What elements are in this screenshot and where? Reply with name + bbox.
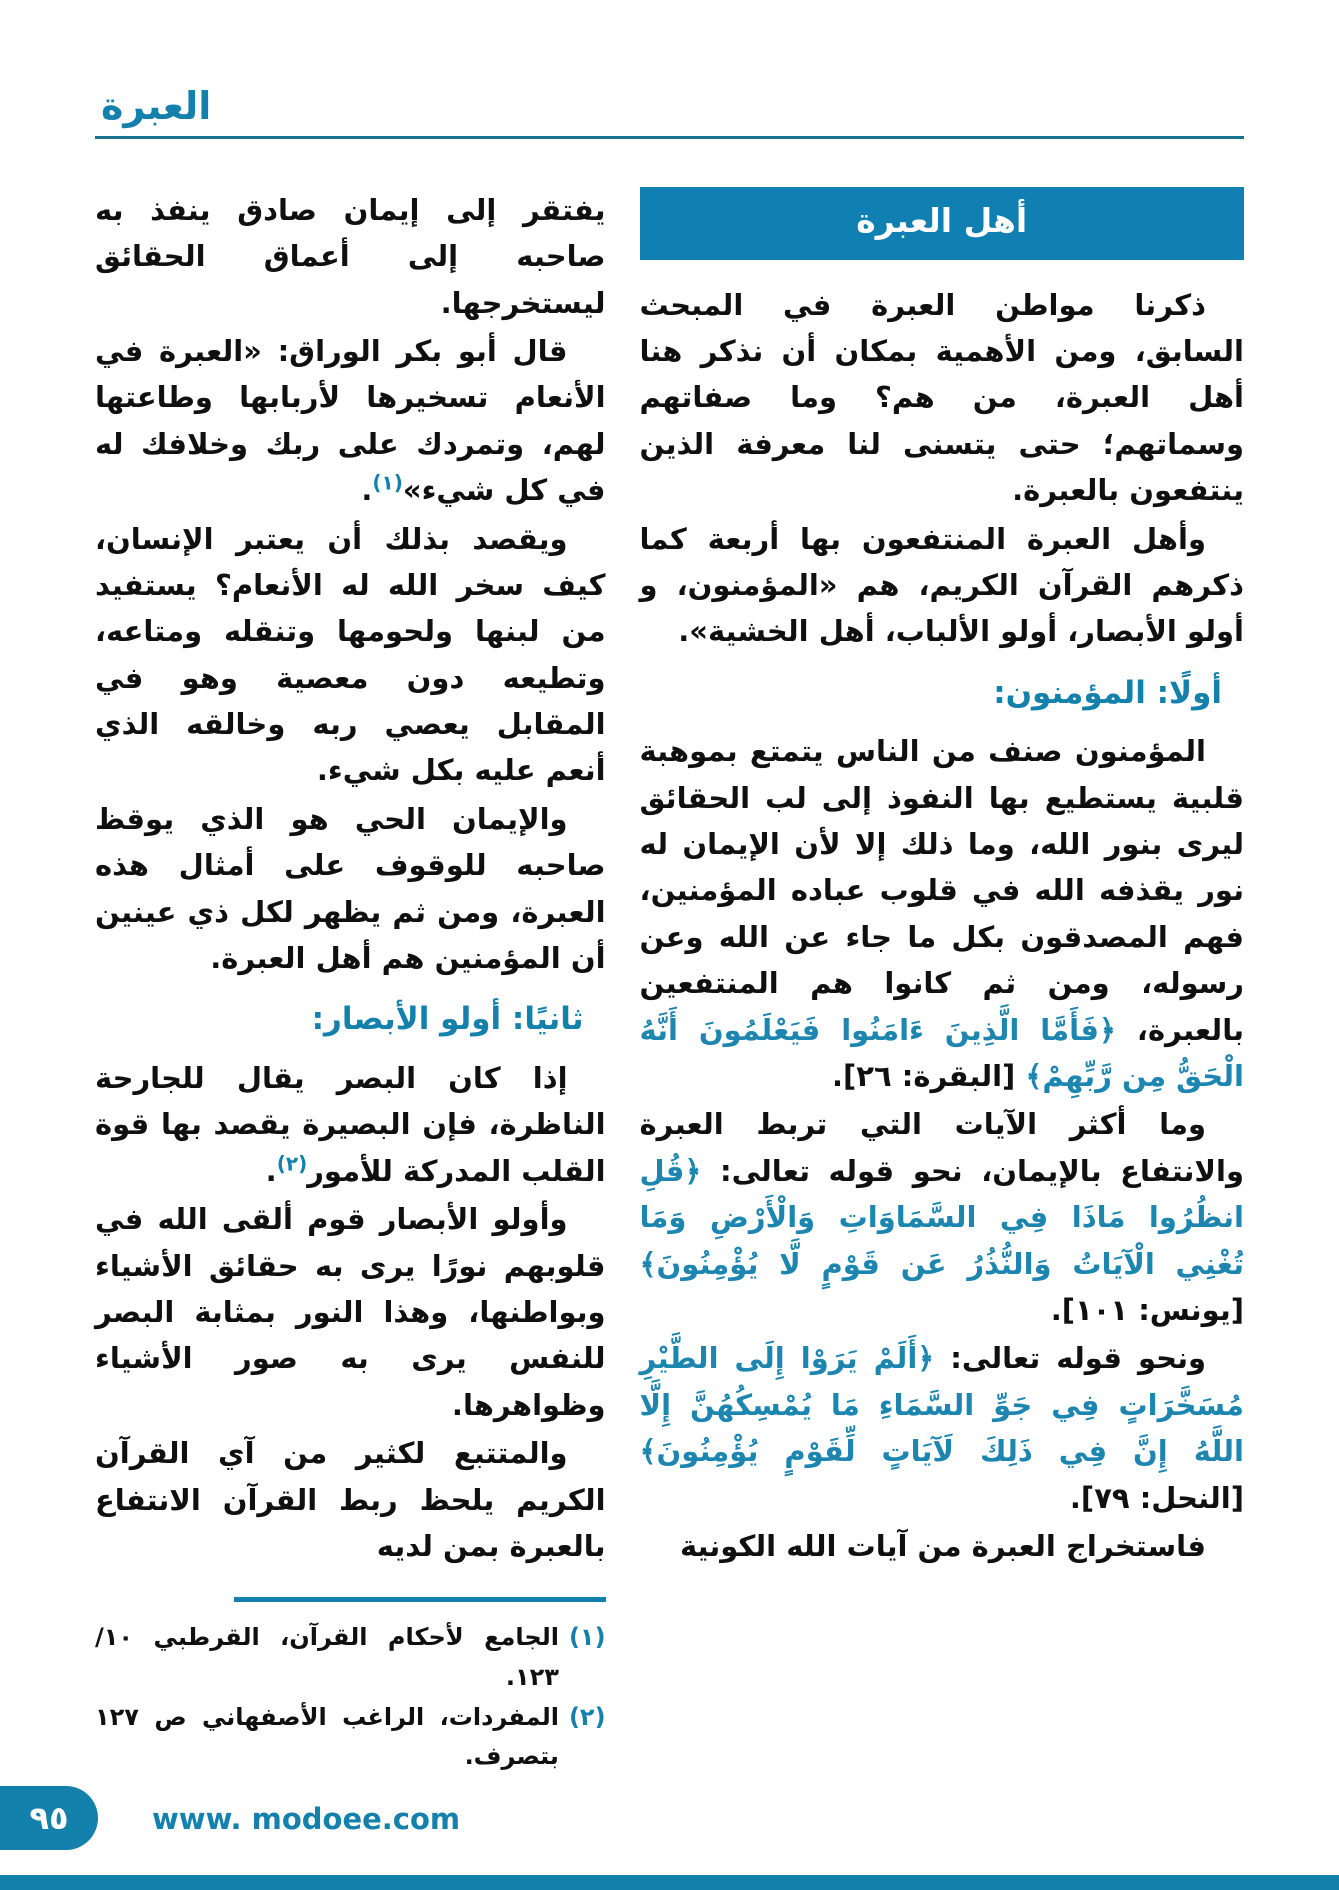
paragraph: ويقصد بذلك أن يعتبر الإنسان، كيف سخر الله له الأنعام؟ يستفيد من لبنها ولحومها وتنقله ومتاعه، وتطيعه دون معصية وهو في المقابل يعصي ربه وخالقه الذي أنعم عليه بكل شيء. bbox=[95, 521, 606, 788]
section-title: أهل العبرة bbox=[856, 200, 1028, 240]
footnote-number: (٢) bbox=[568, 1702, 606, 1731]
footnote-ref: (٢) bbox=[276, 1151, 308, 1176]
left-column bbox=[95, 187, 606, 1777]
footnote bbox=[95, 1698, 606, 1777]
website-url: www. modoee.com bbox=[152, 1802, 461, 1836]
page-number-badge bbox=[0, 1786, 98, 1850]
verse-reference: [البقرة: ٢٦]. bbox=[831, 1059, 1016, 1094]
paragraph-text: . bbox=[265, 1153, 277, 1188]
paragraph: وأولو الأبصار قوم ألقى الله في قلوبهم نورًا يرى به حقائق الأشياء وبواطنها، وهذا النور بمثابة البصر للنفس يرى به صور الأشياء وظواهرها. bbox=[95, 1202, 606, 1422]
footnote-number: (١) bbox=[568, 1623, 606, 1652]
verse-reference: [النحل: ٧٩]. bbox=[1069, 1480, 1244, 1515]
page-number: ٩٥ bbox=[29, 1799, 69, 1837]
paragraph: والمتتبع لكثير من آي القرآن الكريم يلحظ ربط القرآن الانتفاع بالعبرة بمن لديه bbox=[95, 1436, 606, 1563]
paragraph: وأهل العبرة المنتفعون بها أربعة كما ذكرهم القرآن الكريم، هم «المؤمنون، و أولو الأبصار، أولو الألباب، أهل الخشية». bbox=[639, 521, 1244, 649]
paragraph: ذكرنا مواطن العبرة في المبحث السابق، ومن الأهمية بمكان أن نذكر هنا أهل العبرة، من هم؟ وما صفاتهم وسماتهم؛ حتى يتسنى لنا معرفة الذين ينتفعون بالعبرة. bbox=[639, 287, 1244, 508]
subheading-people-of-sight: ثانيًا: أولو الأبصار: bbox=[311, 1001, 584, 1038]
paragraph-text: . bbox=[361, 473, 373, 508]
header-divider bbox=[95, 136, 1244, 139]
footnotes bbox=[95, 1618, 606, 1776]
paragraph: والإيمان الحي هو الذي يوقظ صاحبه للوقوف على أمثال هذه العبرة، ومن ثم يظهر لكل ذي عينين أن المؤمنين هم أهل العبرة. bbox=[95, 801, 606, 976]
footnote-text: المفردات، الراغب الأصفهاني ص ١٢٧ بتصرف. bbox=[95, 1702, 559, 1771]
paragraph bbox=[640, 1335, 1244, 1521]
page-header bbox=[95, 86, 1244, 139]
quran-verse: ﴿فَأَمَّا الَّذِينَ ءَامَنُوا فَيَعْلَمُونَ أَنَّهُ الْحَقُّ مِن رَّبِّهِمْ﴾ bbox=[639, 1012, 1244, 1094]
bottom-accent-bar bbox=[0, 1875, 1339, 1890]
verse-reference: [يونس: ١٠١]. bbox=[1050, 1293, 1244, 1327]
subheading-believers: أولًا: المؤمنون: bbox=[993, 674, 1222, 711]
footnote-ref: (١) bbox=[372, 470, 403, 495]
right-column bbox=[640, 187, 1244, 1572]
section-title-box bbox=[640, 187, 1244, 260]
footnote-text: الجامع لأحكام القرآن، القرطبي ١٠/ ١٢٣. bbox=[95, 1623, 559, 1691]
paragraph: فاستخراج العبرة من آيات الله الكونية bbox=[679, 1528, 1206, 1563]
paragraph-text: إذا كان البصر يقال للجارحة الناظرة، فإن البصيرة يقصد بها قوة القلب المدركة للأمور bbox=[95, 1061, 606, 1188]
footnote bbox=[95, 1618, 606, 1697]
paragraph-text: المؤمنون صنف من الناس يتمتع بموهبة قلبية يستطيع بها النفوذ إلى لب الحقائق ليرى بنور الله، وما ذلك إلا لأن الإيمان له نور يقذفه الله في قلوب عباده المؤمنين، فهم المصدقون بكل ما جاء عن الله وعن رسوله، ومن ثم كانوا هم المنتفعين بالعبرة، bbox=[639, 734, 1244, 1047]
paragraph-text: ونحو قوله تعالى: bbox=[950, 1341, 1206, 1376]
paragraph bbox=[640, 1101, 1244, 1333]
paragraph bbox=[95, 328, 606, 514]
paragraph-text: وما أكثر الآيات التي تربط العبرة والانتفاع بالإيمان، نحو قوله تعالى: bbox=[639, 1107, 1244, 1188]
running-header-title: العبرة bbox=[101, 84, 212, 128]
two-column-body bbox=[95, 187, 1244, 1777]
quran-verse: ﴿أَلَمْ يَرَوْا إِلَى الطَّيْرِ مُسَخَّرَاتٍ فِي جَوِّ السَّمَاءِ مَا يُمْسِكُهُنَّ إِلَّا اللَّهُ إِنَّ فِي ذَلِكَ لَآيَاتٍ لِّقَوْمٍ يُؤْمِنُونَ﴾ bbox=[639, 1341, 1244, 1469]
paragraph bbox=[95, 1055, 606, 1194]
paragraph bbox=[640, 728, 1244, 1099]
footnote-divider bbox=[234, 1597, 606, 1602]
quran-verse: ﴿قُلِ انظُرُوا مَاذَا فِي السَّمَاوَاتِ وَالْأَرْضِ وَمَا تُغْنِي الْآيَاتُ وَالنُّذُرُ عَن قَوْمٍ لَّا يُؤْمِنُونَ﴾ bbox=[639, 1153, 1244, 1281]
paragraph-text: قال أبو بكر الوراق: «العبرة في الأنعام تسخيرها لأربابها وطاعتها لهم، وتمردك على ربك وخلافك له في كل شيء» bbox=[95, 333, 606, 508]
paragraph: يفتقر إلى إيمان صادق ينفذ به صاحبه إلى أعماق الحقائق ليستخرجها. bbox=[95, 192, 606, 320]
